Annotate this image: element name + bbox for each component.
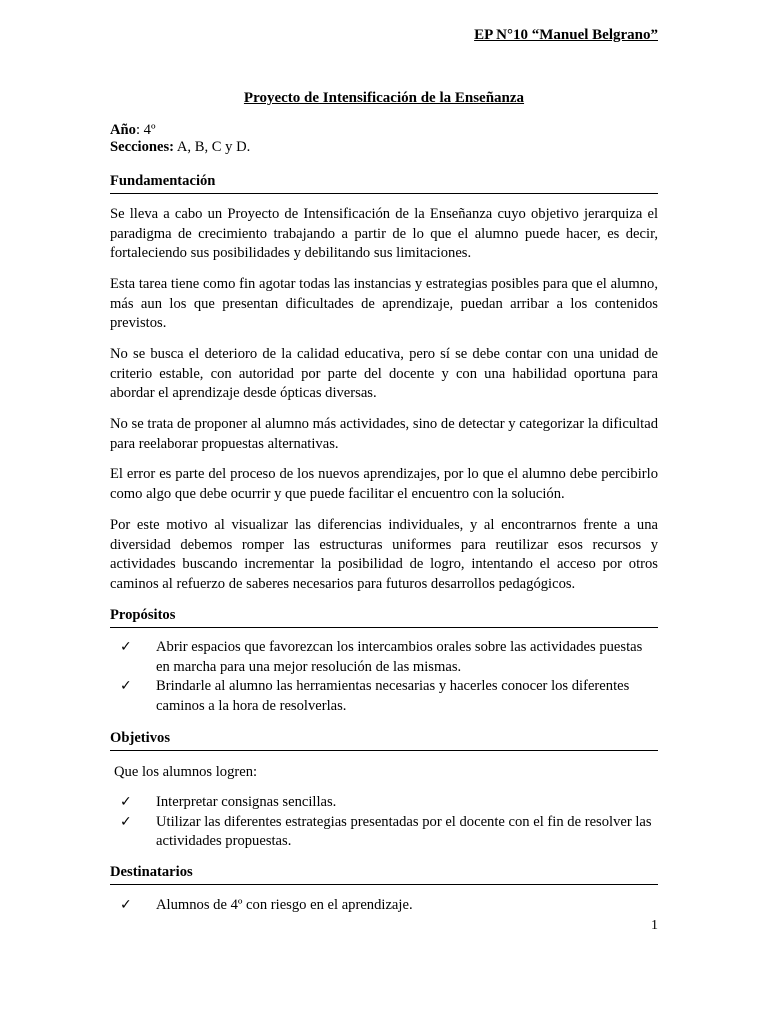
list-item — [118, 813, 658, 852]
fundamentacion-heading: Fundamentación — [110, 172, 658, 194]
header-school-name: EP N°10 “Manuel Belgrano” — [474, 27, 658, 43]
destinatarios-heading: Destinatarios — [110, 863, 658, 885]
page-number: 1 — [651, 918, 658, 933]
list-item-text: Alumnos de 4º con riesgo en el aprendizaje. — [156, 897, 413, 913]
fundamentacion-paragraph: Por este motivo al visualizar las diferencias individuales, y al encontrarnos frente a una diversidad debemos romper las estructuras uniformes para reutilizar esos recursos y actividades buscando incrementar la posibilidad de logro, intentando el acceso por otros caminos al refuerzo de saberes necesarios para futuros desarrollos pedagógicos. — [110, 517, 658, 592]
destinatarios-list — [118, 896, 658, 916]
list-item — [118, 638, 658, 677]
fundamentacion-paragraph: El error es parte del proceso de los nuevos aprendizajes, por lo que el alumno debe percibirlo como algo que debe ocurrir y que puede facilitar el encuentro con la solución. — [110, 466, 658, 502]
propositos-heading: Propósitos — [110, 606, 658, 628]
list-item-text: Brindarle al alumno las herramientas necesarias y hacerles conocer los diferentes caminos a la hora de resolverlas. — [156, 678, 630, 714]
objetivos-list — [118, 793, 658, 852]
checkmark-icon: ✓ — [120, 794, 132, 810]
year-label: Año — [110, 122, 136, 138]
list-item — [118, 677, 658, 716]
list-item-text: Interpretar consignas sencillas. — [156, 794, 337, 810]
sections-value: A, B, C y D. — [174, 139, 251, 155]
fundamentacion-paragraph: Se lleva a cabo un Proyecto de Intensificación de la Enseñanza cuyo objetivo jerarquiza el paradigma de crecimiento trabajando a partir de lo que el alumno puede hacer, es decir, fortaleciendo sus posibilidades y debilitando sus limitaciones. — [110, 206, 658, 261]
checkmark-icon: ✓ — [120, 897, 132, 913]
propositos-list — [118, 638, 658, 716]
fundamentacion-paragraph: Esta tarea tiene como fin agotar todas las instancias y estrategias posibles para que el alumno, más aun los que presentan dificultades de aprendizaje, puedan arribar a los contenidos previstos. — [110, 276, 658, 331]
checkmark-icon: ✓ — [120, 813, 132, 830]
fundamentacion-paragraph: No se busca el deterioro de la calidad educativa, pero sí se debe contar con una unidad de criterio estable, con autoridad por parte del docente y con una habilidad oportuna para abordar el aprendizaje desde ópticas diversas. — [110, 346, 658, 401]
document-title: Proyecto de Intensificación de la Enseñanza — [243, 90, 525, 106]
checkmark-icon: ✓ — [120, 678, 132, 694]
sections-label: Secciones: — [110, 139, 175, 155]
year-value: : 4º — [135, 122, 156, 138]
list-item-text: Utilizar las diferentes estrategias presentadas por el docente con el fin de resolver las actividades propuestas. — [156, 813, 652, 849]
objetivos-intro: Que los alumnos logren: — [114, 764, 258, 780]
fundamentacion-paragraph: No se trata de proponer al alumno más actividades, sino de detectar y categorizar la dificultad para reelaborar propuestas alternativas. — [110, 416, 658, 452]
list-item — [118, 896, 658, 916]
checkmark-icon: ✓ — [120, 639, 132, 655]
list-item-text: Abrir espacios que favorezcan los intercambios orales sobre las actividades puestas en marcha para una mejor resolución de las mismas. — [156, 639, 643, 675]
sections-line — [110, 138, 250, 158]
objetivos-heading: Objetivos — [110, 729, 658, 751]
list-item — [118, 793, 658, 813]
